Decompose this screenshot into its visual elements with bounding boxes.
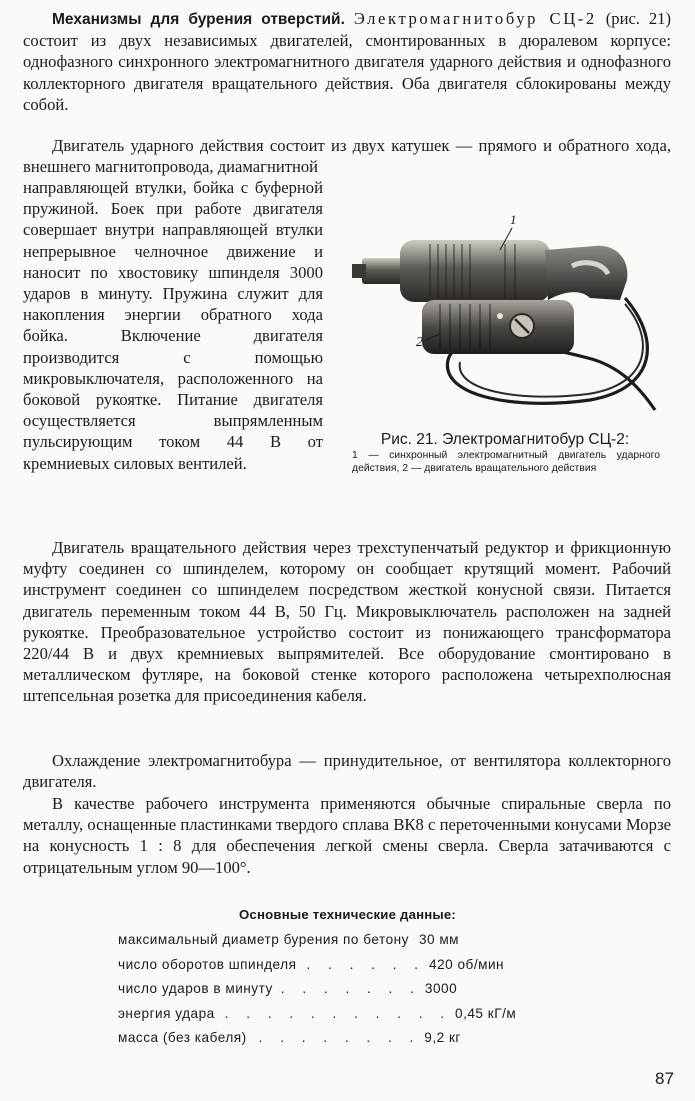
specs-title: Основные технические данные: xyxy=(238,907,457,922)
paragraph-text: Охлаждение электромагнитобура — принудительное, от вентилятора коллекторного двигателя. xyxy=(23,751,671,792)
paragraph-drill-mechanisms xyxy=(23,8,671,115)
spec-value: 420 об/мин xyxy=(429,956,505,972)
page-number: 87 xyxy=(655,1069,674,1088)
figure-21 xyxy=(340,188,675,498)
specs-table xyxy=(118,932,678,1055)
spec-row xyxy=(118,1030,678,1055)
legend-item-1: 1 — синхронный электромагнитный двигатель ударного действия, xyxy=(352,450,660,474)
spec-value: 9,2 кг xyxy=(424,1030,461,1045)
paragraph-text: Двигатель вращательного действия через трехступенчатый редуктор и фрикционную муфту соединен со шпинделем, которому он сообщает крутящий момент. Рабочий инструмент соединен со шпинделем посредством жесткой конусной связи. Питается двигатель переменным током 44 В, 50 Гц. Микровыключатель расположен на задней рукоятке. Преобразовательное устройство состоит из понижающего трансформатора 220/44 В и двух кремниевых выпрямителей. Все оборудование смонтировано в металлическом футляре, на боковой стенке которого расположена четырехполюсная штепсельная розетка для присоединения кабеля. xyxy=(23,538,671,706)
spec-leader: . . . . . . . . . . . xyxy=(224,1005,452,1021)
spec-value: 0,45 кГ/м xyxy=(455,1005,517,1021)
legend-item-2: 2 — двигатель вращательного действия xyxy=(402,462,597,474)
caption-legend xyxy=(340,449,670,475)
paragraph-impact-motor-start xyxy=(23,135,671,177)
paragraph-text: (рис. 21) состоит из двух независимых двигателей, смонтированных в дюралевом корпусе: однофазного синхронного электромагнитного двигателя ударного действия и однофазного коллекторного двигателя вращательного действия. Оба двигателя сблокированы между собой. xyxy=(23,9,671,114)
paragraph-text: Двигатель ударного действия состоит из двух катушек — прямого и обратного хода, внешнего магнитопровода, диамагнитной xyxy=(23,136,671,177)
device-name: Электромагнитобур СЦ-2 xyxy=(353,9,597,28)
spec-name: число оборотов шпинделя xyxy=(118,956,297,972)
caption-title: Рис. 21. Электромагнитобур СЦ-2: xyxy=(380,431,630,448)
paragraph-text: В качестве рабочего инструмента применяются обычные спиральные сверла по металлу, оснащенные пластинками твердого сплава ВК8 с переточенными конусами Морзе на конусность 1 : 8 для обеспечения легкой смены сверла. Сверла затачиваются с отрицательным углом 90—100°. xyxy=(23,794,671,877)
spec-leader: . . . . . . xyxy=(306,956,426,972)
spec-value: 30 мм xyxy=(418,932,460,947)
figure-caption xyxy=(340,430,670,475)
spec-value: 3000 xyxy=(424,981,458,996)
spec-name: энергия удара xyxy=(118,1005,215,1021)
paragraph-text: направляющей втулки, бойка с буферной пружиной. Боек при работе двигателя совершает внутри направляющей втулки непрерывное челночное движение и наносит по хвостовику шпинделя 3000 ударов в минуту. Пружина служит для накопления энергии обратного хода бойка. Включение двигателя производится с помощью микровыключателя, расположенного на боковой рукоятке. Питание двигателя осуществляется выпрямленным пульсирующим током 44 В от кремниевых силовых вентилей. xyxy=(23,178,323,473)
section-heading: Механизмы для бурения отверстий. xyxy=(52,11,345,28)
paragraph-working-tool xyxy=(23,793,671,878)
spec-leader: . . . . . . . . xyxy=(258,1030,421,1045)
paragraph-cooling xyxy=(23,750,671,792)
label-2: 2 xyxy=(416,335,423,350)
spec-row xyxy=(118,981,678,1006)
paragraph-impact-motor-cont xyxy=(23,177,323,474)
spec-leader: . . . . . . . xyxy=(280,981,421,996)
paragraph-rotary-motor xyxy=(23,537,671,707)
spec-name: масса (без кабеля) xyxy=(118,1030,247,1045)
spec-name: число ударов в минуту xyxy=(118,981,273,996)
spec-row xyxy=(118,957,678,982)
spec-name: максимальный диаметр бурения по бетону xyxy=(118,932,409,947)
spec-row xyxy=(118,932,678,957)
label-1: 1 xyxy=(510,212,517,227)
spec-row xyxy=(118,1006,678,1031)
drill-illustration xyxy=(340,188,675,428)
